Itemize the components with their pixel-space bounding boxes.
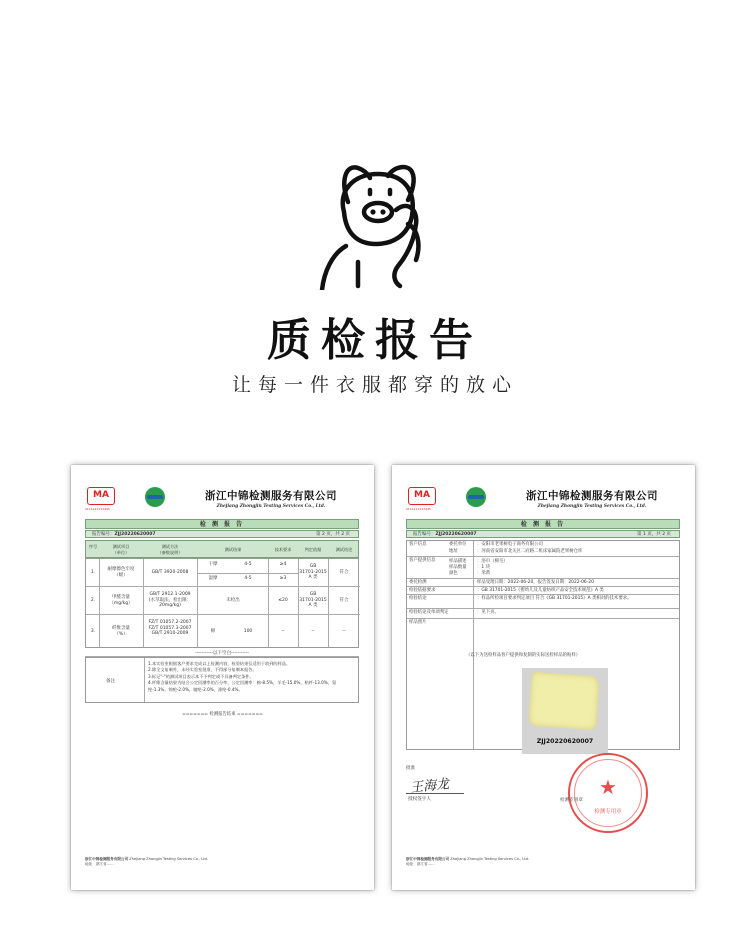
col-conclusion: 测试结论: [335, 547, 353, 552]
table-header: [85, 540, 359, 558]
page-subtitle: 让每一件衣服都穿的放心: [231, 374, 518, 396]
company-name-cn: 浙江中锦检测服务有限公司: [205, 490, 337, 502]
report-page-2: [71, 465, 374, 890]
note-item: 3.标记"-"的测试项目表示本不予判定或不具备判定条件。: [148, 673, 254, 679]
cma-logo: MA: [87, 487, 115, 505]
page-number: 第 1 页，共 2 页: [637, 532, 671, 537]
col-item: 测试项目 （单位）: [112, 544, 130, 555]
photo-note: （以下为送检样品客户提供和复制的实际送检样品的贴样）: [466, 653, 581, 658]
approver-label: 批准: [406, 766, 416, 771]
type-row: 委托检测 样品受理日期：2022-06-20，报告签发日期：2022-06-20: [407, 579, 679, 587]
page-title: 质检报告: [267, 315, 483, 366]
standard-row: 检验依据要求 ：GB 31701-2015《婴幼儿及儿童纺织产品安全技术规范》A 类: [407, 587, 679, 595]
client-row: 客户信息 委托单位 ：安阳市老果树电子商务有限公司 地址 ：河南省安阳市北关区二府路二机床家属院老果树仓库: [407, 541, 679, 557]
report-page-1: [392, 465, 695, 890]
signature: 王海龙: [409, 776, 450, 796]
pig-mascot-icon: [318, 150, 438, 290]
col-requirement: 技术要求: [274, 547, 292, 552]
seal-text: 检测专用章: [594, 809, 622, 815]
report-end-line: ======= 检测报告结束 =======: [182, 712, 263, 717]
blank-below-line: -----------以下空白-----------: [85, 650, 359, 657]
remark-row: 检验结论及单项判定 ：见下页。: [407, 609, 679, 619]
table-row: 3. 纤维含量 （%） FZ/T 01057.2-2007 FZ/T 01057.3-2007 GB/T 2910-2009 棉 100 -- -- --: [90, 620, 346, 637]
note-item: 2.除全文复制外，未经实验室批准，不得部分复制本报告。: [148, 667, 257, 673]
report-meta: [85, 530, 359, 538]
hero-section: [0, 0, 750, 430]
sample-info-row: 客户提供信息 样品描述 ：浴巾（棉毛） 样品数量 ：1 块 颜色 ：米黄: [407, 557, 679, 579]
company-logo-icon: [145, 487, 165, 507]
result-table: [85, 558, 359, 648]
sample-photo: [522, 668, 608, 754]
notes-label: 备注: [106, 679, 116, 684]
col-result: 测试结果: [224, 547, 242, 552]
report-meta: [406, 530, 680, 538]
col-basis: 判定依据: [304, 547, 322, 552]
company-name-cn: 浙江中锦检测服务有限公司: [526, 490, 658, 502]
report-title-bar: 检 测 报 告: [406, 519, 680, 529]
conclusion-row: 检验结论 ：样品所检项目要求判定项目 符合《GB 31701-2015》A 类相对的技术要求。: [407, 595, 679, 609]
dept-label: 检测专用章: [560, 798, 583, 803]
notes-text: [148, 661, 356, 693]
company-name-en: Zhejiang Zhongjin Testing Services Co., Ltd.: [537, 504, 647, 509]
report-no-label: 报告编号：: [413, 532, 436, 537]
sheet-footer: 浙江中锦检测服务有限公司 Zhejiang Zhongjin Testing Services Co., Ltd. 地址：浙江省……: [85, 857, 209, 866]
company-logo-icon: [466, 487, 486, 507]
official-seal-icon: [568, 753, 648, 833]
sample-code: ZJJ20220620007: [536, 738, 594, 745]
col-method: 测试方法 （参数说明）: [157, 544, 183, 555]
cma-logo: MA: [408, 487, 436, 505]
table-row: 2. 甲醛含量 （mg/kg） GB/T 2912.1-2009 (水萃取法，检出限： 20mg/kg) 未检出 ≤20 GB 31701-2015 A 类 符合: [86, 587, 360, 615]
cma-number: 2111111113445: [85, 507, 110, 511]
report-no-label: 报告编号：: [92, 532, 115, 537]
signer-label: 授权签字人: [408, 797, 431, 802]
company-name-en: Zhejiang Zhongjin Testing Services Co., Ltd.: [216, 504, 326, 509]
note-item: 1.本实验室根据客户要求完成以上检测内容，检验结果仅适用于收到的样品。: [148, 661, 291, 666]
star-icon: ★: [599, 775, 617, 799]
page-number: 第 2 页，共 2 页: [316, 532, 350, 537]
table-row: 1. 耐摩擦色牢度 （级） GB/T 3920-2008 干摩 4-5 ≥4 湿摩 4-5 ≥3 GB 31701-2015 A 类 符合: [86, 559, 360, 587]
report-no: ZJJ20220620007: [114, 532, 156, 537]
col-no: 序号: [88, 544, 98, 549]
photo-row: 样品照片: [409, 620, 427, 625]
cma-number: 2111111113445: [406, 507, 431, 511]
report-no: ZJJ20220620007: [435, 532, 477, 537]
note-item: 4.纤维含量结果为结合公定回潮率的百分率，公定回潮率：棉-8.5%，羊毛-15.0%，粘纤-13.0%，氨纶-1.3%，锦纶-2.0%，腈纶-2.0%，涤纶-0.4%。: [148, 680, 337, 692]
sheet-footer: 浙江中锦检测服务有限公司 Zhejiang Zhongjin Testing Services Co., Ltd. 地址：浙江省……: [406, 857, 530, 866]
report-title-bar: 检 测 报 告: [85, 519, 359, 529]
fabric-sample-image: [528, 672, 600, 731]
notes-box: [85, 657, 359, 703]
